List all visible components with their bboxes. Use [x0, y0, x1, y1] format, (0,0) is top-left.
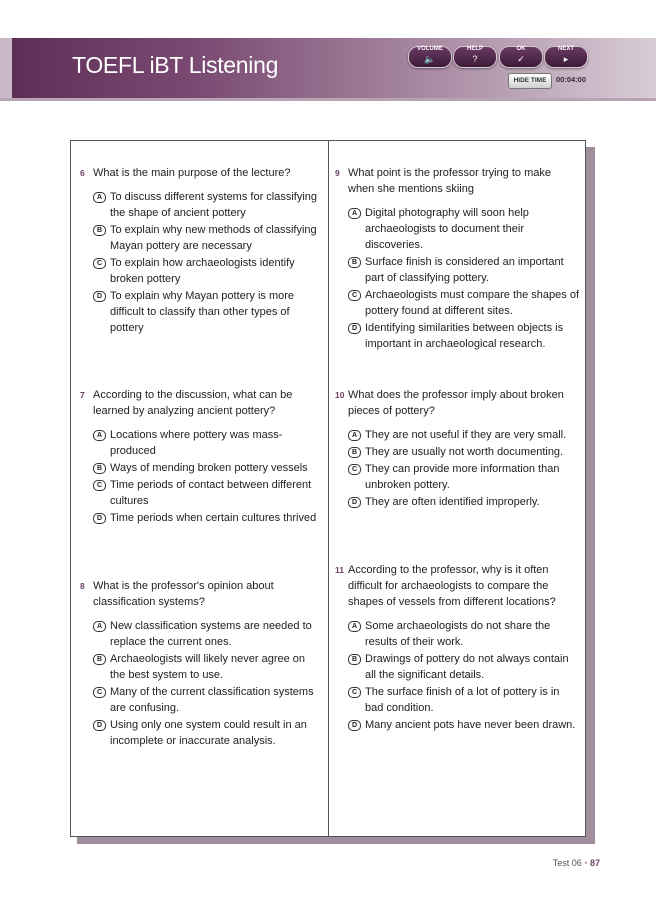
- answer-option[interactable]: [93, 189, 320, 221]
- header-underline: [0, 98, 656, 101]
- option-letter: C: [93, 258, 106, 269]
- timer: 00:04:00: [556, 75, 587, 84]
- option-text: Many of the current classification systems are confusing.: [110, 686, 314, 714]
- question-stem: What is the professor's opinion about classification systems?: [93, 580, 274, 608]
- question-number: 10: [335, 390, 345, 400]
- answer-option[interactable]: [348, 287, 579, 319]
- question-panel: [70, 140, 586, 837]
- question-number: 7: [80, 390, 85, 400]
- option-letter: A: [93, 430, 106, 441]
- answer-option[interactable]: [93, 618, 320, 650]
- option-letter: C: [348, 687, 361, 698]
- option-letter: A: [348, 621, 361, 632]
- question-stem: According to the professor, why is it often difficult for archaeologists to compare the shapes of vessels from different locations?: [348, 564, 556, 608]
- answer-option[interactable]: [348, 444, 579, 460]
- header-edge: [0, 38, 12, 98]
- option-text: To explain why Mayan pottery is more difficult to classify than other types of pottery: [110, 290, 295, 334]
- option-letter: C: [348, 290, 361, 301]
- question-11: [335, 562, 579, 734]
- answer-option[interactable]: [93, 288, 320, 336]
- next-button-label: NEXT: [557, 46, 574, 52]
- option-text: They can provide more information than unbroken pottery.: [365, 463, 560, 491]
- answer-option[interactable]: [93, 510, 320, 526]
- help-button-label: HELP: [466, 46, 483, 52]
- question-number: 6: [80, 168, 85, 178]
- option-text: Time periods when certain cultures thrived: [110, 512, 317, 524]
- option-letter: D: [93, 720, 106, 731]
- option-text: They are often identified improperly.: [365, 496, 540, 508]
- answer-option[interactable]: [93, 222, 320, 254]
- next-icon: ▸: [563, 54, 569, 64]
- speaker-icon: 🔈: [424, 54, 436, 64]
- answer-option[interactable]: [348, 618, 579, 650]
- check-icon: ✓: [517, 54, 525, 64]
- volume-button[interactable]: [408, 46, 452, 68]
- page-footer: [520, 858, 600, 868]
- option-text: Locations where pottery was mass-produced: [110, 429, 283, 457]
- answer-option[interactable]: [348, 320, 579, 352]
- option-letter: D: [348, 720, 361, 731]
- help-button[interactable]: [453, 46, 497, 68]
- option-letter: C: [93, 687, 106, 698]
- question-8: [80, 578, 320, 750]
- option-text: To explain why new methods of classifying Mayan pottery are necessary: [110, 224, 317, 252]
- ok-button-label: OK: [516, 46, 526, 52]
- header-bar: [0, 38, 656, 98]
- option-text: They are usually not worth documenting.: [365, 446, 564, 458]
- answer-option[interactable]: [348, 684, 579, 716]
- option-letter: A: [93, 621, 106, 632]
- option-letter: A: [348, 430, 361, 441]
- option-letter: B: [348, 447, 361, 458]
- answer-option[interactable]: [348, 651, 579, 683]
- column-divider: [328, 141, 329, 836]
- option-letter: D: [348, 323, 361, 334]
- option-letter: D: [93, 291, 106, 302]
- answer-option[interactable]: [348, 254, 579, 286]
- answer-option[interactable]: [93, 717, 320, 749]
- option-text: Some archaeologists do not share the results of their work.: [365, 620, 551, 648]
- answer-option[interactable]: [348, 717, 579, 733]
- question-stem: According to the discussion, what can be learned by analyzing ancient pottery?: [93, 389, 293, 417]
- page-number: 87: [589, 858, 600, 868]
- option-letter: C: [348, 464, 361, 475]
- option-text: They are not useful if they are very small.: [365, 429, 567, 441]
- question-9: [335, 165, 579, 353]
- volume-button-label: VOLUME: [417, 46, 443, 52]
- question-10: [335, 387, 579, 511]
- question-6: [80, 165, 320, 337]
- question-number: 9: [335, 168, 340, 178]
- answer-option[interactable]: [93, 427, 320, 459]
- option-text: Digital photography will soon help archaeologists to document their discoveries.: [365, 207, 529, 251]
- option-text: Using only one system could result in an incomplete or inaccurate analysis.: [110, 719, 307, 747]
- next-button[interactable]: [544, 46, 588, 68]
- question-stem: What is the main purpose of the lecture?: [93, 167, 291, 179]
- answer-option[interactable]: [348, 427, 579, 443]
- option-text: New classification systems are needed to replace the current ones.: [110, 620, 312, 648]
- option-letter: C: [93, 480, 106, 491]
- option-letter: B: [93, 654, 106, 665]
- option-text: Time periods of contact between different cultures: [110, 479, 312, 507]
- answer-option[interactable]: [348, 461, 579, 493]
- hide-time-button[interactable]: HIDE TIME: [508, 73, 552, 89]
- option-letter: A: [348, 208, 361, 219]
- help-icon: ?: [472, 54, 478, 64]
- option-text: To explain how archaeologists identify broken pottery: [110, 257, 295, 285]
- option-text: Surface finish is considered an important part of classifying pottery.: [365, 256, 564, 284]
- app-title: TOEFL iBT Listening: [72, 52, 279, 78]
- option-letter: B: [93, 463, 106, 474]
- option-text: Archaeologists must compare the shapes of pottery found at different sites.: [365, 289, 580, 317]
- answer-option[interactable]: [93, 255, 320, 287]
- option-text: Identifying similarities between objects is important in archaeological research.: [365, 322, 564, 350]
- question-stem: What does the professor imply about broken pieces of pottery?: [348, 389, 564, 417]
- answer-option[interactable]: [93, 460, 320, 476]
- footer-separator: •: [584, 858, 588, 868]
- option-text: Drawings of pottery do not always contain all the significant details.: [365, 653, 569, 681]
- option-text: Ways of mending broken pottery vessels: [110, 462, 308, 474]
- option-text: Archaeologists will likely never agree on the best system to use.: [110, 653, 306, 681]
- question-7: [80, 387, 320, 527]
- option-letter: A: [93, 192, 106, 203]
- answer-option[interactable]: [348, 205, 579, 253]
- option-text: The surface finish of a lot of pottery is in bad condition.: [365, 686, 560, 714]
- question-number: 11: [335, 565, 344, 575]
- option-letter: B: [93, 225, 106, 236]
- option-letter: D: [348, 497, 361, 508]
- option-letter: B: [348, 257, 361, 268]
- option-letter: B: [348, 654, 361, 665]
- question-number: 8: [80, 581, 85, 591]
- option-letter: D: [93, 513, 106, 524]
- answer-option[interactable]: [348, 494, 579, 510]
- test-label: Test 06: [552, 858, 582, 868]
- answer-option[interactable]: [93, 651, 320, 683]
- answer-option[interactable]: [93, 477, 320, 509]
- answer-option[interactable]: [93, 684, 320, 716]
- question-stem: What point is the professor trying to make when she mentions skiing: [348, 167, 551, 195]
- option-text: Many ancient pots have never been drawn.: [365, 719, 576, 731]
- ok-button[interactable]: [499, 46, 543, 68]
- option-text: To discuss different systems for classifying the shape of ancient pottery: [110, 191, 318, 219]
